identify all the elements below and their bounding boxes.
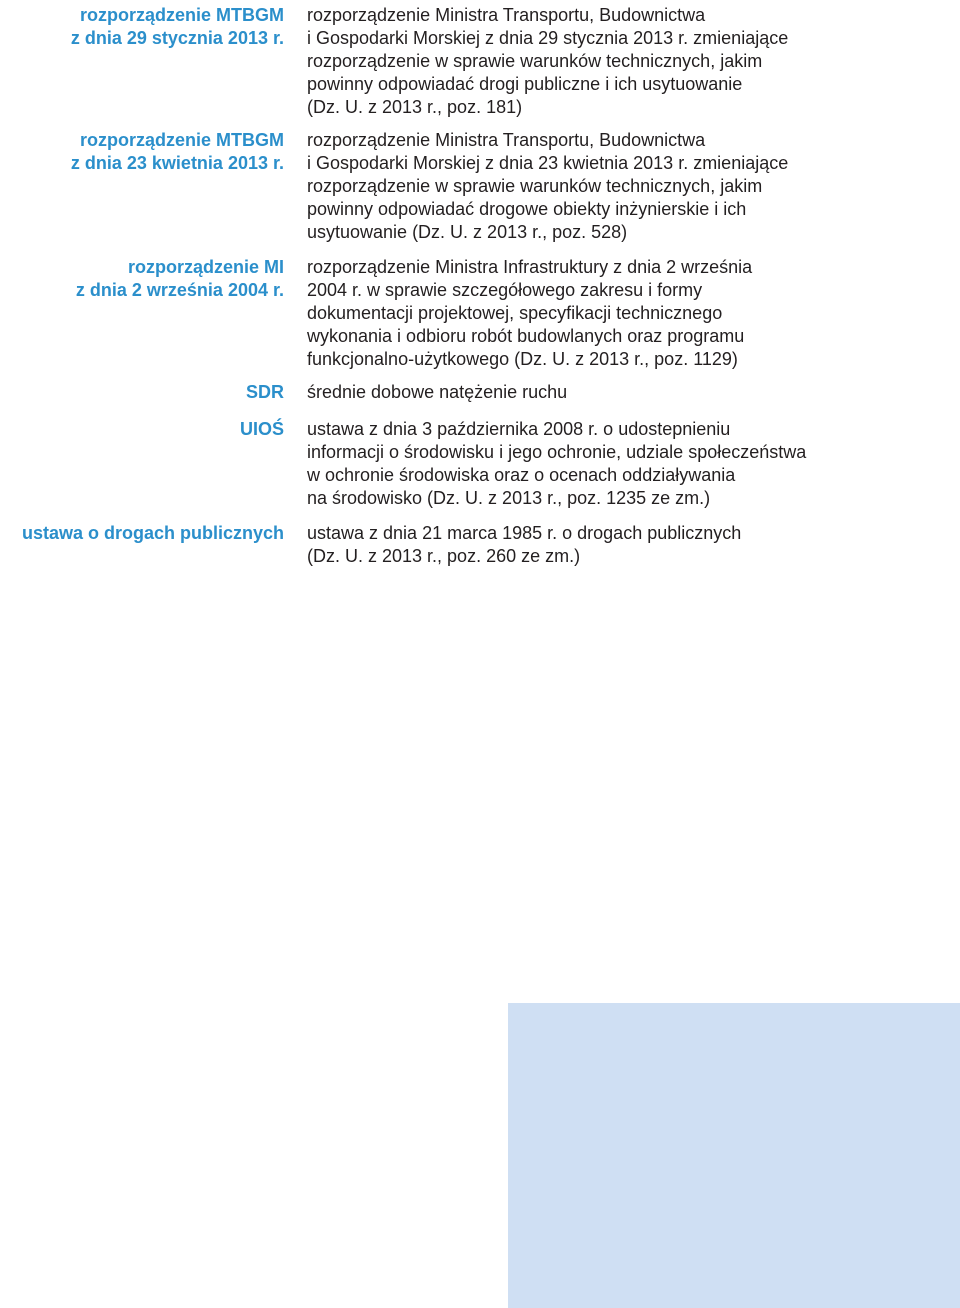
term-line: rozporządzenie MI <box>127 257 284 277</box>
definition-line: na środowisko (Dz. U. z 2013 r., poz. 1235 ze zm.) <box>307 488 711 508</box>
term-line: z dnia 23 kwietnia 2013 r. <box>70 153 284 173</box>
glossary-definition <box>307 418 867 510</box>
definition-line: 2004 r. w sprawie szczegółowego zakresu i formy <box>307 280 703 300</box>
term-line: UIOŚ <box>239 419 284 439</box>
term-line: ustawa o drogach publicznych <box>21 523 284 543</box>
glossary-definition <box>307 129 867 244</box>
definition-line: informacji o środowisku i jego ochronie, udziale społeczeństwa <box>307 442 807 462</box>
glossary-definition <box>307 381 867 404</box>
definition-line: (Dz. U. z 2013 r., poz. 260 ze zm.) <box>307 546 581 566</box>
definition-line: średnie dobowe natężenie ruchu <box>307 382 568 402</box>
definition-line: (Dz. U. z 2013 r., poz. 181) <box>307 97 523 117</box>
definition-line: wykonania i odbioru robót budowlanych oraz programu <box>307 326 745 346</box>
definition-line: ustawa z dnia 3 października 2008 r. o udostepnieniu <box>307 419 731 439</box>
definition-line: powinny odpowiadać drogi publiczne i ich usytuowanie <box>307 74 743 94</box>
definition-line: ustawa z dnia 21 marca 1985 r. o drogach publicznych <box>307 523 742 543</box>
definition-line: powinny odpowiadać drogowe obiekty inżynierskie i ich <box>307 199 747 219</box>
term-line: SDR <box>245 382 284 402</box>
definition-line: rozporządzenie w sprawie warunków technicznych, jakim <box>307 176 763 196</box>
term-line: z dnia 29 stycznia 2013 r. <box>70 28 284 48</box>
definition-line: rozporządzenie Ministra Transportu, Budownictwa <box>307 5 706 25</box>
definition-line: rozporządzenie w sprawie warunków technicznych, jakim <box>307 51 763 71</box>
definition-line: rozporządzenie Ministra Infrastruktury z dnia 2 września <box>307 257 753 277</box>
definition-line: i Gospodarki Morskiej z dnia 23 kwietnia 2013 r. zmieniające <box>307 153 789 173</box>
glossary-definition <box>307 522 867 568</box>
glossary-term <box>0 522 284 545</box>
definition-line: funkcjonalno-użytkowego (Dz. U. z 2013 r., poz. 1129) <box>307 349 738 369</box>
definition-line: dokumentacji projektowej, specyfikacji technicznego <box>307 303 723 323</box>
term-line: z dnia 2 września 2004 r. <box>75 280 284 300</box>
glossary-term <box>0 129 284 175</box>
term-line: rozporządzenie MTBGM <box>79 5 284 25</box>
glossary-definition <box>307 256 867 371</box>
glossary-definition <box>307 4 867 119</box>
term-line: rozporządzenie MTBGM <box>79 130 284 150</box>
definition-line: i Gospodarki Morskiej z dnia 29 stycznia 2013 r. zmieniające <box>307 28 789 48</box>
glossary-term <box>0 4 284 50</box>
glossary-term <box>0 256 284 302</box>
glossary-term <box>0 418 284 441</box>
definition-line: usytuowanie (Dz. U. z 2013 r., poz. 528) <box>307 222 628 242</box>
decorative-color-block <box>508 1003 960 1308</box>
definition-line: rozporządzenie Ministra Transportu, Budownictwa <box>307 130 706 150</box>
glossary-term <box>0 381 284 404</box>
definition-line: w ochronie środowiska oraz o ocenach oddziaływania <box>307 465 736 485</box>
